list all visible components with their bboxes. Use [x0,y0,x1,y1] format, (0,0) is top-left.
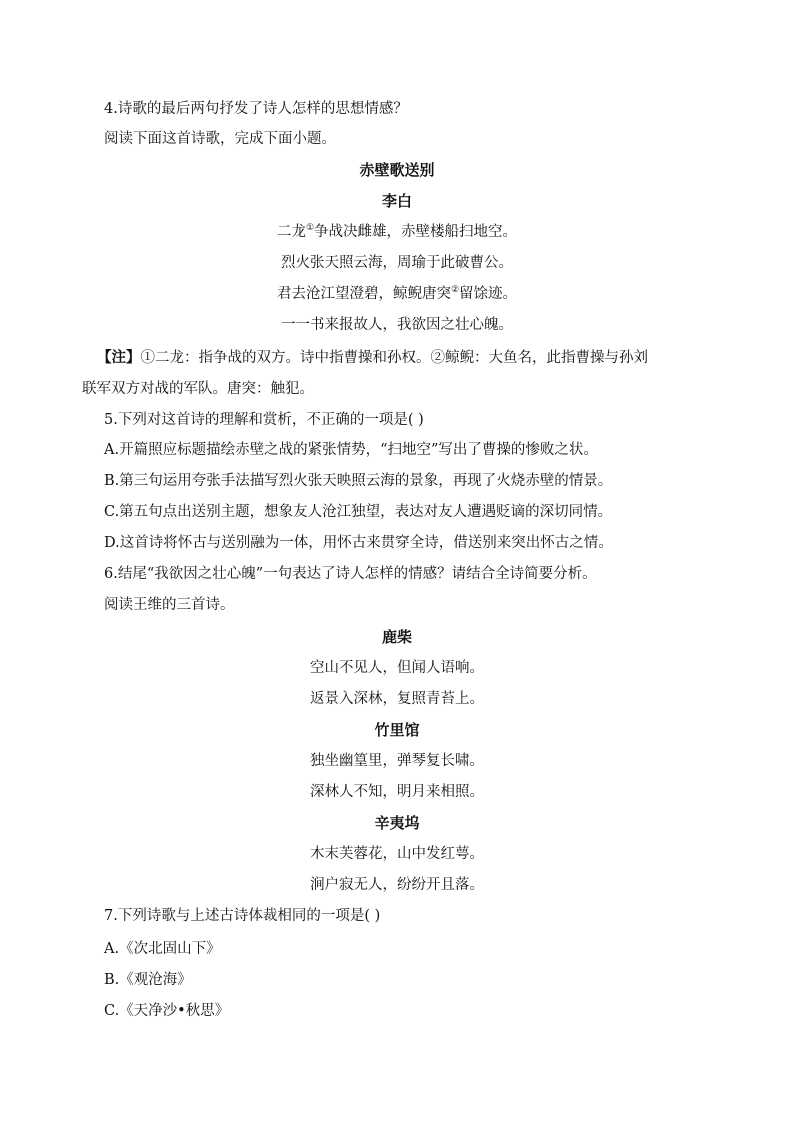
note-tag: 【注】 [97,350,141,366]
question-5-option-c: C.第五句点出送别主题，想象友人沧江独望，表达对友人遭遇贬谪的深切同情。 [104,504,613,520]
poem-title-zhuliguan: 竹里馆 [374,721,420,739]
poem3-line-1: 独坐幽篁里，弹琴复长啸。 [310,753,484,769]
poem1-line-1: 二龙①争战决雌雄，赤壁楼船扫地空。 [276,223,518,240]
question-7-option-c: C.《天净沙•秋思》 [104,1003,230,1019]
question-4: 4.诗歌的最后两句抒发了诗人怎样的思想情感？ [104,101,408,117]
poem-title-xinyiwu: 辛夷坞 [374,814,420,832]
question-7-stem: 7.下列诗歌与上述古诗体裁相同的一项是( ) [104,908,381,924]
question-5-option-a: A.开篇照应标题描绘赤壁之战的紧张情势，“扫地空”写出了曹操的惨败之状。 [104,442,598,458]
question-7-option-b: B.《观沧海》 [104,972,192,988]
poem1-line-4: 一一书来报故人，我欲因之壮心魄。 [281,317,513,333]
poem-title-chibi: 赤壁歌送别 [359,161,435,179]
question-5-option-d: D.这首诗将怀古与送别融为一体，用怀古来贯穿全诗，借送别来突出怀古之情。 [104,535,613,551]
question-5-stem: 5.下列对这首诗的理解和赏析，不正确的一项是( ) [104,412,424,428]
poem4-line-1: 木末芙蓉花，山中发红萼。 [310,846,484,862]
question-7-option-a: A.《次北固山下》 [104,941,221,957]
poem1-line-3: 君去沧江望澄碧，鲸鲵唐突②留馀迹。 [276,285,518,302]
poem-title-luzhai: 鹿柴 [381,628,412,646]
footnote-marker-1: ① [305,223,315,234]
poem2-line-2: 返景入深林，复照青苔上。 [310,691,484,707]
poem-note: 【注】①二龙：指争战的双方。诗中指曹操和孙权。②鲸鲵：大鱼名，此指曹操与孙刘 [97,350,648,366]
poem3-line-2: 深林人不知，明月来相照。 [310,784,484,800]
poem1-line-2: 烈火张天照云海，周瑜于此破曹公。 [281,255,513,271]
poem4-line-2: 涧户寂无人，纷纷开且落。 [310,877,484,893]
reading-instruction-2: 阅读王维的三首诗。 [104,597,235,613]
question-6: 6.结尾“我欲因之壮心魄”一句表达了诗人怎样的情感？请结合全诗简要分析。 [104,566,597,582]
reading-instruction-1: 阅读下面这首诗歌，完成下面小题。 [104,131,336,147]
footnote-marker-2: ② [450,285,460,296]
poem-author-libai: 李白 [381,192,412,210]
poem-note-continued: 联军双方对战的军队。唐突：触犯。 [82,381,314,397]
question-5-option-b: B.第三句运用夸张手法描写烈火张天映照云海的景象，再现了火烧赤壁的情景。 [104,473,613,489]
poem2-line-1: 空山不见人，但闻人语响。 [310,660,484,676]
